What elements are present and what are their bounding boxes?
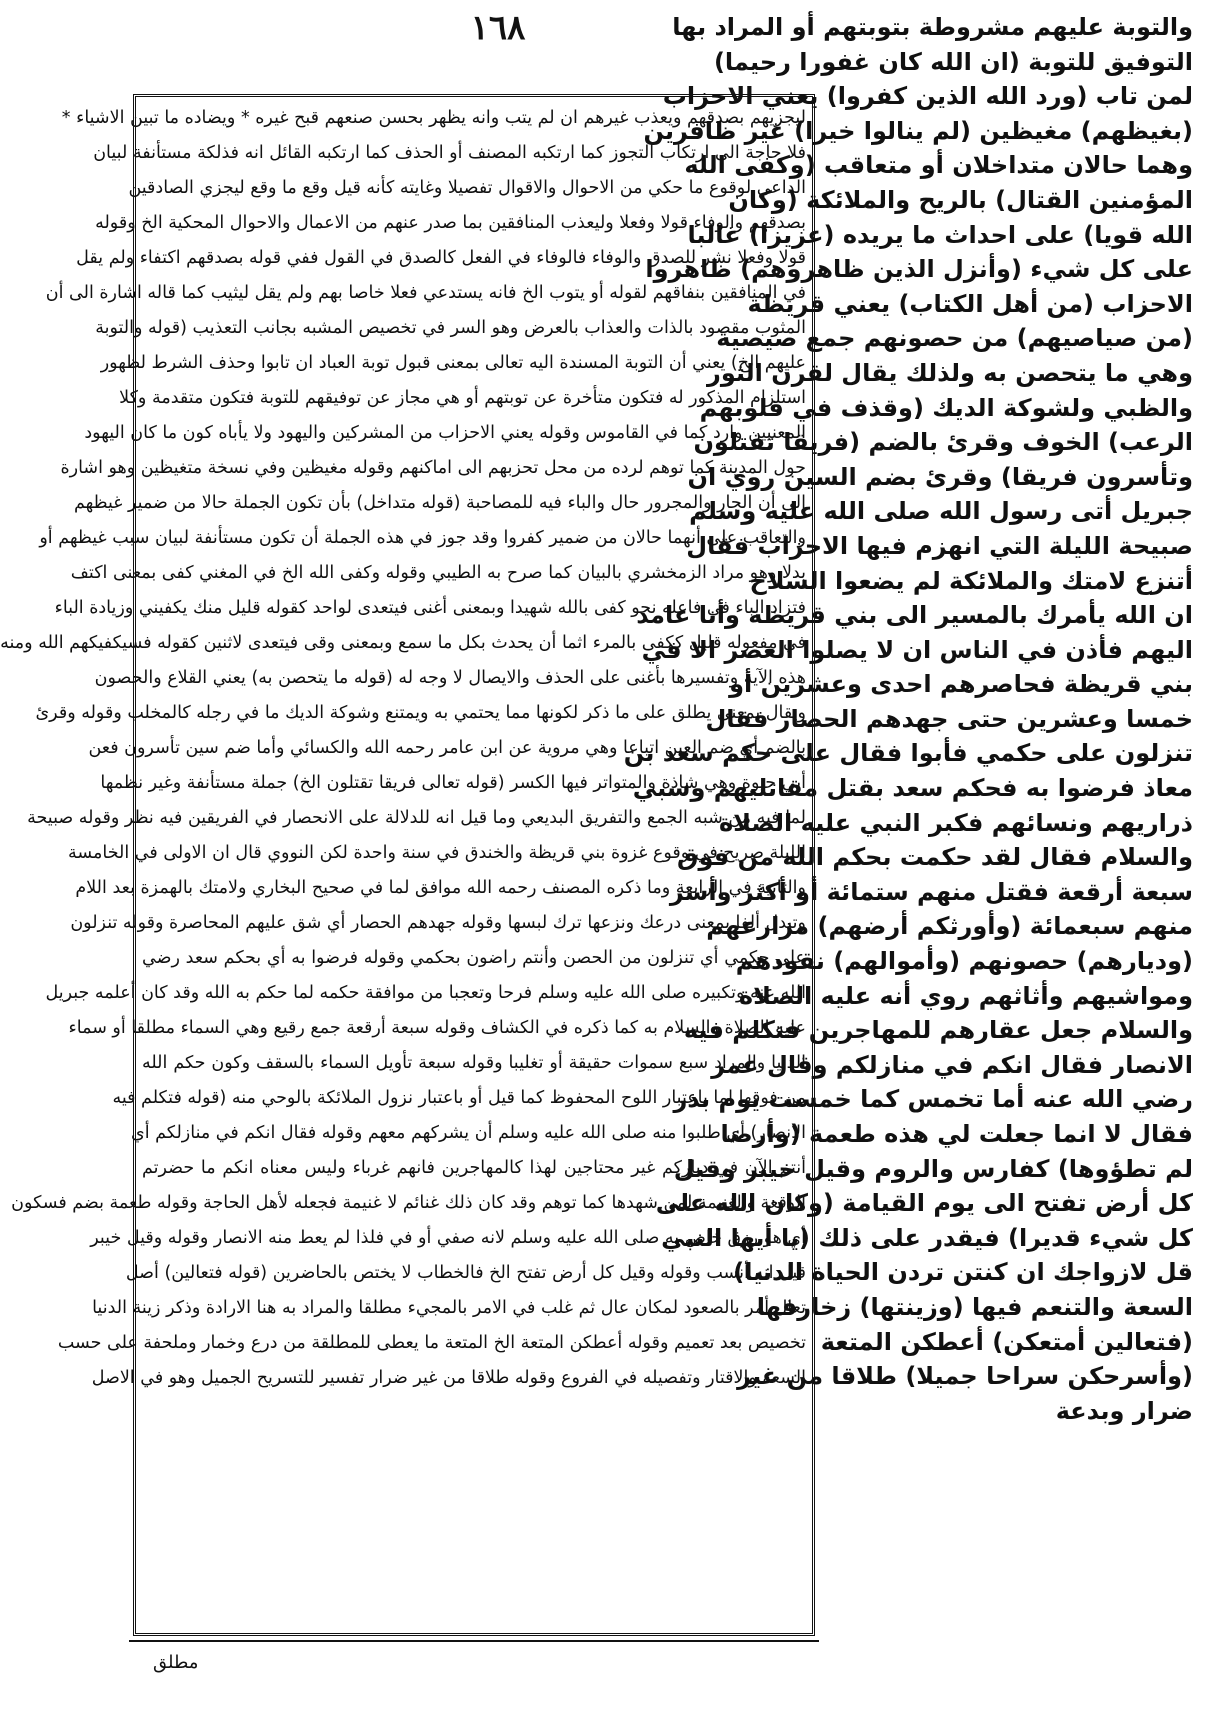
margin-line: بني قريظة فحاصرهم احدى وعشرين أو: [729, 670, 1193, 699]
commentary-line: المعنيين وارد كما في القاموس وقوله يعني الاحزاب من المشركين واليهود ولا يأباه كون ما كان اليهود: [84, 423, 806, 443]
margin-line: الانصار فقال انكم في منازلكم وقال عمر: [711, 1050, 1193, 1079]
margin-line: (وأسرحكن سراحا جميلا) طلاقا من غير: [737, 1362, 1193, 1391]
margin-line: خمسا وعشرين حتى جهدهم الحصار فقال: [705, 704, 1193, 733]
commentary-line: في مفعوله قليل ككفى بالمرء اثما أن يحدث بكل ما سمع وبمعنى وقى فيتعدى لاثنين كقوله فسيكفيكهم الله ومنه: [0, 633, 806, 653]
commentary-line: الله عنه وتكبيره صلى الله عليه وسلم فرحا وتعجبا من موافقة حكمه لما حكم به الله وقد كان أعلمه جبريل: [45, 983, 806, 1003]
margin-line: رضي الله عنه أما تخمس كما خمست يوم بدر: [673, 1085, 1193, 1114]
commentary-line: تعال أمر بالصعود لمكان عال ثم غلب في الامر بالمجيء مطلقا والمراد به هنا الارادة وذكر زينة الدنيا: [92, 1298, 806, 1318]
margin-line: أتنزع لامتك والملائكة لم يضعوا السلاح: [749, 566, 1193, 595]
margin-line: الاحزاب (من أهل الكتاب) يعني قريظة: [747, 289, 1193, 318]
commentary-line: الى أن الجار والمجرور حال والباء فيه للمصاحبة (قوله متداخل) بأن تكون الجملة حالا من ضمير غيظهم: [73, 493, 806, 513]
margin-line: ان الله يأمرك بالمسير الى بني قريظة وأنا عامد: [636, 601, 1193, 630]
margin-line: (فتعالين أمتعكن) أعطكن المتعة: [820, 1327, 1193, 1356]
commentary-line: على حكمي أي تنزلون من الحصن وأنتم راضون بحكمي وقوله فرضوا به أي بحكم سعد رضي: [142, 948, 806, 968]
commentary-line: بصدقهم والوفاء قولا وفعلا وليعذب المنافقين بما صدر عنهم من الاعمال والاحوال المحكية الخ وقوله: [95, 213, 806, 233]
margin-line: لم تطؤوها) كفارس والروم وقيل خيبر وقيل: [673, 1154, 1193, 1183]
commentary-line: السعة والاقتار وتفصيله في الفروع وقوله طلاقا من غير ضرار تفسير للتسريح الجميل وهو في الاصل: [91, 1368, 806, 1388]
margin-line: الرعب) الخوف وقرئ بالضم (فريقا تقتلون: [693, 428, 1193, 457]
commentary-line: الدنيا والمراد سبع سموات حقيقة أو تغليبا وقوله سبعة تأويل السماء بالسقف وكون حكم الله: [142, 1053, 806, 1073]
commentary-line: ليجزيهم بصدقهم ويعذب غيرهم ان لم يتب وانه يظهر بحسن صنعهم قبح غيره * ويضاده ما تبين الاشياء *: [61, 108, 806, 128]
margin-line: والسلام جعل عقارهم للمهاجرين فتكلم فيه: [683, 1016, 1193, 1045]
commentary-line: لما فيه من شبه الجمع والتفريق البديعي وما قيل انه للدلالة على الانحصار في الفريقين فيه نظر وقوله صبيحة: [27, 808, 806, 828]
margin-line: منهم سبعمائة (وأورثكم أرضهم) مزارعهم: [706, 912, 1193, 941]
commentary-line: تخصيص بعد تعميم وقوله أعطكن المتعة الخ المتعة ما يعطى للمطلقة من درع وخمار وملحفة على حسب: [57, 1333, 806, 1353]
commentary-line: الداعي لوقوع ما حكي من الاحوال والاقوال تفصيلا وغايته كأنه قيل وقع ما وقع ليجزي الصادقين: [128, 178, 806, 198]
commentary-line: والثانية في الرابعة وما ذكره المصنف رحمه الله موافق لما في صحيح البخاري ولامتك بالهمزة بعد اللام: [75, 878, 806, 898]
margin-line: وتأسرون فريقا) وقرئ بضم السين روي ان: [687, 462, 1193, 491]
commentary-line: قيل انه أنسب وقوله وقيل كل أرض تفتح الخ فالخطاب لا يختص بالحاضرين (قوله فتعالين) أصل: [125, 1263, 806, 1283]
margin-line: كل أرض تفتح الى يوم القيامة (وكان الله على: [655, 1189, 1193, 1218]
margin-line: والظبي ولشوكة الديك (وقذف في قلوبهم: [699, 393, 1193, 422]
margin-line: المؤمنين القتال) بالريح والملائكة (وكان: [728, 185, 1193, 214]
commentary-line: بالضم أي ضم العين اتباعا وهي مروية عن ابن عامر رحمه الله والكسائي وأما ضم سين تأسرون فعن: [88, 738, 806, 758]
margin-line: ذراريهم ونسائهم فكبر النبي عليه الصلاة: [719, 808, 1193, 837]
commentary-line: بدلا وهو مراد الزمخشري بالبيان كما صرح به الطيبي وقوله وكفى الله الخ في المغني كفى بمعنى اكتف: [70, 563, 806, 583]
commentary-line: المثوب مقصود بالذات والعذاب بالعرض وهو السر في تخصيص المشبه بجانب التعذيب (قوله والتوبة: [95, 318, 806, 338]
commentary-line: من فوقها اما باعتبار اللوح المحفوظ كما قيل أو باعتبار نزول الملائكة بالوحي منه (قوله فتكلم فيه: [112, 1088, 806, 1108]
frame-bottom-rule: [129, 1640, 819, 1642]
margin-line: تنزلون على حكمي فأبوا فقال على حكم سعد بن: [623, 739, 1193, 768]
margin-line: وهي ما يتحصن به ولذلك يقال لقرن الثور: [707, 358, 1193, 387]
page-number: ١٦٨: [470, 8, 526, 48]
commentary-line: ويقال بمعنى يطلق على ما ذكر لكونها مما يحتمي به ويمتنع وشوكة الديك ما في رجله كالمخلب وقوله وقرئ: [35, 703, 806, 723]
margin-line: قل لازواجك ان كنتن تردن الحياة الدنيا): [733, 1258, 1193, 1287]
margin-line: معاذ فرضوا به فحكم سعد بقتل مقاتليهم وسبي: [632, 774, 1193, 803]
commentary-line: هذه الآية وتفسيرها بأغنى على الحذف والايصال لا وجه له (قوله ما يتحصن به) يعني القلاع والحصون: [94, 668, 806, 688]
margin-line: الله قويا) على احداث ما يريده (عزيزا) غالبا: [687, 220, 1193, 249]
margin-line: والتوبة عليهم مشروطة بتوبتهم أو المراد بها: [672, 13, 1193, 41]
commentary-line: والتعاقب على أنهما حالان من ضمير كفروا وقد جوز في هذه الجملة أن تكون مستأنفة لبيان سبب غيظهم أو: [39, 528, 806, 548]
margin-line: (بغيظهم) مغيظين (لم ينالوا خيرا) غير ظافرين: [643, 116, 1193, 145]
commentary-line: عليهم الخ) يعني أن التوبة المسندة اليه تعالى بمعنى قبول توبة العباد ان تابوا وحذف الشرط لظهور: [100, 353, 806, 373]
margin-line: التوفيق للتوبة (ان الله كان غفورا رحيما): [713, 47, 1193, 76]
margin-line: (وديارهم) حصونهم (وأموالهم) نقودهم: [735, 947, 1193, 976]
margin-matn-column: [623, 10, 1193, 1710]
commentary-line: الوقعة والغنيمة لمن شهدها كما توهم وقد كان ذلك غنائم لا غنيمة فجعله لأهل الحاجة وقوله طعمة بضم فسكون: [11, 1193, 806, 1213]
margin-line: ضرار وبدعة: [1055, 1396, 1193, 1425]
commentary-frame: [0, 94, 815, 1636]
commentary-line: فلا حاجة الى ارتكاب التجوز كما ارتكبه المصنف أو الحذف كما ارتكبه القائل انه فذلكة مستأنفة لبيان: [93, 143, 806, 163]
commentary-sharh-text: [0, 101, 806, 1629]
commentary-line: قولا وفعلا نشر للصدق والوفاء فالوفاء في الفعل كالصدق في القول ففي قوله بصدقهم اكتفاء ولم يقل: [76, 248, 806, 268]
commentary-line: في المنافقين بنفاقهم لقوله أو يتوب الخ فانه يستدعي فعلا خاصا بهم ولم يقل ليثيب كما قاله اشارة الى أن: [45, 283, 806, 303]
margin-line: سبعة أرقعة فقتل منهم ستمائة أو أكثر وأسر: [669, 877, 1193, 906]
commentary-line: استلزام المذكور له فتكون متأخرة عن توبتهم أو هي مجاز عن توفيقهم للتوبة فتكون متقدمة وكلا: [119, 388, 806, 408]
margin-line: (من صياصيهم) من حصونهم جمع صيصية: [716, 324, 1193, 353]
commentary-line: أنتم الآن في دياركم غير محتاجين لهذا كالمهاجرين فانهم غرباء وليس معناه انكم ما حضرتم: [142, 1158, 806, 1178]
commentary-line: الانصار) أي طلبوا منه صلى الله عليه وسلم أن يشركهم معهم وقوله فقال انكم في منازلكم أي: [131, 1123, 806, 1143]
margin-line: فقال لا انما جعلت لي هذه طعمة (وأرضا: [720, 1120, 1193, 1148]
margin-line: على كل شيء (وأنزل الذين ظاهروهم) ظاهروا: [645, 255, 1193, 284]
commentary-line: أي هو رزق خاص به صلى الله عليه وسلم لانه صفي أو في فلذا لم يعط منه الانصار وقوله وقيل خيبر: [90, 1228, 806, 1248]
margin-line: كل شيء قديرا) فيقدر على ذلك (يا أيها النبي: [661, 1223, 1193, 1252]
margin-line: لمن تاب (ورد الله الذين كفروا) يعني الاحزاب: [662, 82, 1193, 111]
margin-line: ومواشيهم وأثاثهم روي أنه عليه الصلاة: [738, 981, 1193, 1010]
margin-line: جبريل أتى رسول الله صلى الله عليه وسلم: [689, 497, 1193, 526]
commentary-line: حول المدينة كما توهم لرده من محل تحزبهم الى اماكنهم وقوله مغيظين وفي نسخة متغيظين وهو اشارة: [60, 458, 806, 478]
margin-line: السعة والتنعم فيها (وزينتها) زخارفها: [756, 1292, 1193, 1321]
margin-line: صبيحة الليلة التي انهزم فيها الاحزاب فقال: [686, 531, 1193, 560]
commentary-line: الليلة صريح في وقوع غزوة بني قريظة والخندق في سنة واحدة لكن النووي قال ان الاولى في الخامسة: [68, 843, 806, 863]
margin-line: اليهم فأذن في الناس ان لا يصلوا العصر الا في: [641, 635, 1193, 664]
commentary-line: وتبدل ألفا بمعنى درعك ونزعها ترك لبسها وقوله جهدهم الحصار أي شق عليهم المحاصرة وقوله تنزلون: [70, 913, 806, 933]
commentary-line: أبي حيوة وهي شاذة والمتواتر فيها الكسر (قوله تعالى فريقا تقتلون الخ) جملة مستأنفة وغير نظمها: [100, 773, 806, 793]
margin-line: والسلام فقال لقد حكمت بحكم الله من فوق: [677, 843, 1193, 872]
catchword: مطلق: [153, 1652, 199, 1673]
margin-line: وهما حالان متداخلان أو متعاقب (وكفى الله: [684, 151, 1193, 180]
commentary-line: فتزاد الباء في فاعله نحو كفى بالله شهيدا وبمعنى أغنى فيتعدى لواحد كقوله قليل منك يكفيني وزيادة الباء: [54, 598, 806, 618]
commentary-line: عليه الصلاة والسلام به كما ذكره في الكشاف وقوله سبعة أرقعة جمع رقيع وهي السماء مطلقا أو سماء: [68, 1018, 806, 1038]
